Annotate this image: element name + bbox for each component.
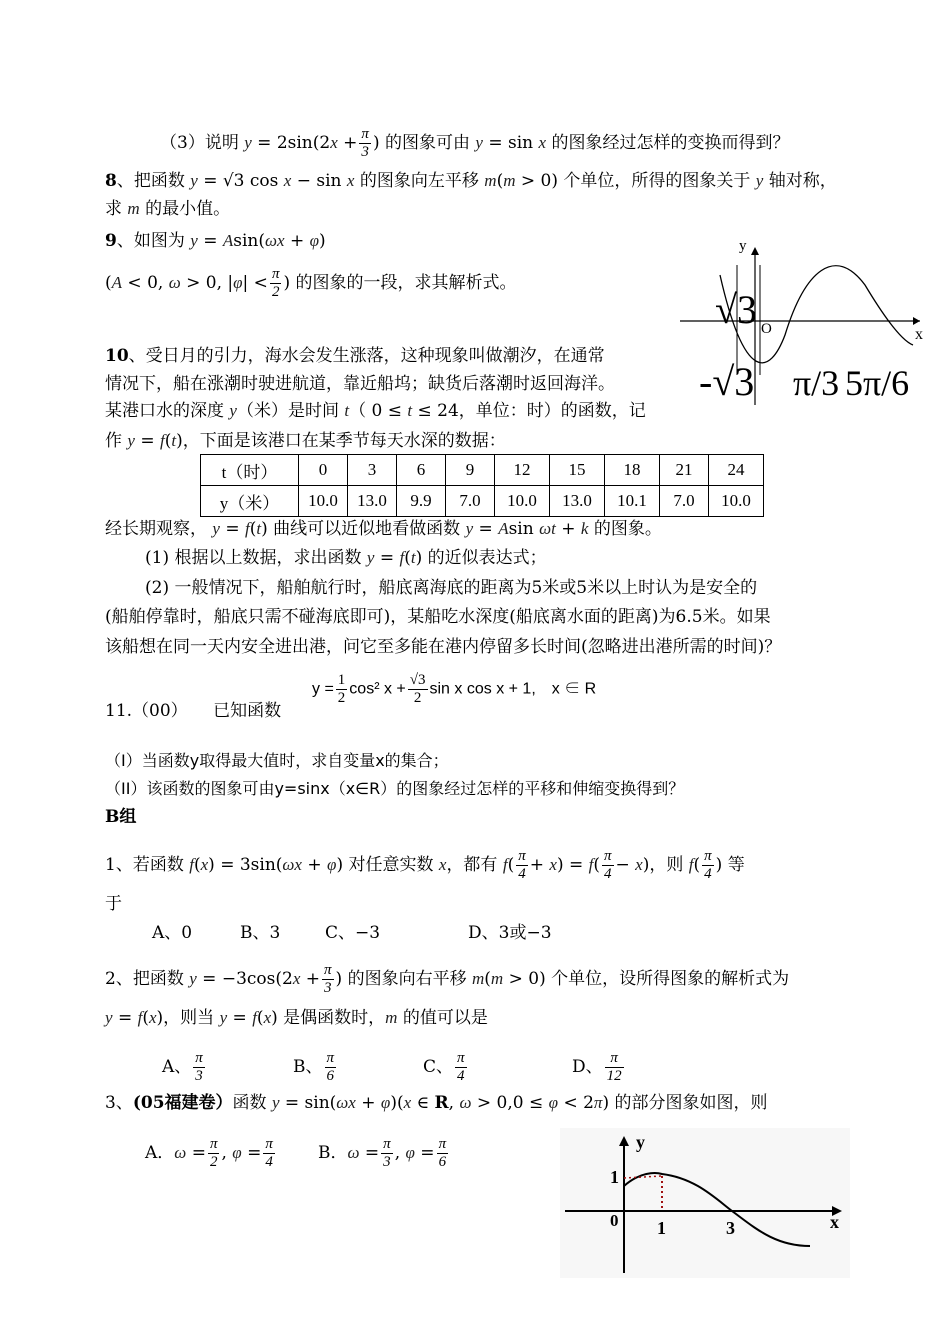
sine-graph-2 (560, 1128, 850, 1278)
b-question-1-cont: 于 (105, 894, 122, 914)
graph1-sqrt3-label: √3 (715, 287, 757, 332)
problem-10-line4: 作 y = f(t)，下面是该港口在某季节每天水深的数据： (105, 431, 506, 451)
b-q3-option-a: A．ω = $\frac{\pi}{2}$ , φ = $\frac{\pi}{4}$ (145, 1136, 273, 1170)
b-q2-option-a: A、 $\frac{\pi}{3}$ (162, 1050, 203, 1084)
problem-10-line5: 经长期观察， y = f(t) 曲线可以近似地看做函数 y = Asin ωt + k 的图象。 (105, 519, 662, 539)
graph1-pi3-label: π/3 (793, 363, 840, 403)
problem-11-part2: （II）该函数的图象可由y=sinx（x∈R）的图象经过怎样的平移和伸缩变换得到？ (105, 779, 685, 798)
b-q2-option-d: D、 $\frac{\pi}{12}$ (572, 1050, 622, 1084)
b-q1-option-b: B、3 (240, 923, 281, 943)
table-row: t（时） 0 3 6 9 12 15 18 21 24 (201, 455, 764, 486)
graph1-origin-label: O (761, 321, 772, 337)
problem-10-line1: 10、受日月的引力，海水会发生涨落，这种现象叫做潮汐，在通常 (105, 346, 605, 366)
table-row: y（米） 10.0 13.0 9.9 7.0 10.0 13.0 10.1 7.0 10.0 (201, 486, 764, 517)
b-q3-option-b: B．ω = $\frac{\pi}{3}$ , φ = $\frac{\pi}{6}$ (318, 1136, 447, 1170)
problem-10-line8: 该船想在同一天内安全进出港，问它至多能在港内停留多长时间(忽略进出港所需的时间)？ (105, 637, 782, 657)
y-header: y（米） (201, 486, 299, 517)
sine-graph-1 (675, 235, 935, 410)
problem-7-3: （3）说明 y = 2sin(2x + $\frac{\pi}{3}$ ) 的图象可由 y = sin x 的图象经过怎样的变换而得到？ (160, 126, 790, 160)
b-q2-option-b: B、 $\frac{\pi}{6}$ (293, 1050, 335, 1084)
problem-8-line2: 求 m 的最小值。 (105, 199, 231, 219)
problem-9-line2: (A < 0, ω > 0, |φ| < $\frac{\pi}{2}$ ) 的图象的一段，求其解析式。 (105, 266, 517, 300)
graph2-x-label: x (830, 1212, 839, 1232)
b-q2-option-c: C、 $\frac{\pi}{4}$ (423, 1050, 465, 1084)
problem-10-line2: 情况下，船在涨潮时驶进航道，靠近船坞；缺货后落潮时返回海洋。 (105, 374, 615, 394)
b-question-3: 3、(05福建卷）函数 y = sin(ωx + φ)(x ∈ R, ω > 0,0 ≤ φ < 2π) 的部分图象如图，则 (105, 1093, 768, 1113)
problem-10-line3: 某港口水的深度 y（米）是时间 t（ 0 ≤ t ≤ 24，单位：时）的函数，记 (105, 401, 646, 421)
problem-10-part1: (1) 根据以上数据，求出函数 y = f(t) 的近似表达式； (145, 548, 547, 568)
tide-data-table (200, 454, 764, 517)
b-question-2: 2、把函数 y = −3cos(2x + $\frac{\pi}{3}$ ) 的图象向右平移 m(m > 0) 个单位，设所得图象的解析式为 (105, 962, 790, 996)
problem-10-line7: (船舶停靠时，船底只需不碰海底即可)，某船吃水深度(船底离水面的距离)为6.5米。如果 (105, 607, 771, 627)
b-q1-option-d: D、3或−3 (468, 923, 552, 943)
graph1-x-label: x (915, 326, 923, 343)
problem-9-line1: 9、如图为 y = Asin(ωx + φ) (105, 231, 326, 251)
graph2-y-label: y (636, 1132, 645, 1152)
section-b-heading: B组 (105, 807, 137, 827)
problem-8-line1: 8、把函数 y = √3 cos x − sin x 的图象向左平移 m(m > 0) 个单位，所得的图象关于 y 轴对称， (105, 171, 837, 191)
problem-11-part1: （I）当函数y取得最大值时，求自变量x的集合； (105, 751, 449, 770)
b-question-1: 1、若函数 f(x) = 3sin(ωx + φ) 对任意实数 x，都有 f( $\frac{\pi}{4}$ + x) = f( $\frac{\pi}{4}$ − x)，则 f( $\frac{\pi}{4}$ ) 等 (105, 848, 745, 882)
graph2-x-one-label: 1 (657, 1218, 666, 1238)
b-question-2-cont: y = f(x)，则当 y = f(x) 是偶函数时，m 的值可以是 (105, 1008, 488, 1028)
graph1-y-label: y (739, 238, 747, 254)
t-header: t（时） (201, 455, 299, 486)
b-q1-option-c: C、−3 (325, 923, 381, 943)
b-q1-option-a: A、0 (152, 923, 193, 943)
problem-11-formula: y = $\frac{1}{2}$ cos² x + $\frac{√3}{2}$ sin x cos x + 1, x ∈ R (312, 672, 597, 706)
problem-11-label: 11.（00） 已知函数 (105, 701, 282, 721)
graph2-y-one-label: 1 (610, 1167, 619, 1187)
graph1-5pi6-label: 5π/6 (845, 363, 910, 403)
graph2-origin-label: 0 (610, 1211, 619, 1230)
graph2-x-three-label: 3 (726, 1218, 735, 1238)
graph1-neg-sqrt3-label: -√3 (699, 359, 755, 404)
problem-10-part2: (2) 一般情况下，船舶航行时，船底离海底的距离为5米或5米以上时认为是安全的 (145, 578, 758, 598)
